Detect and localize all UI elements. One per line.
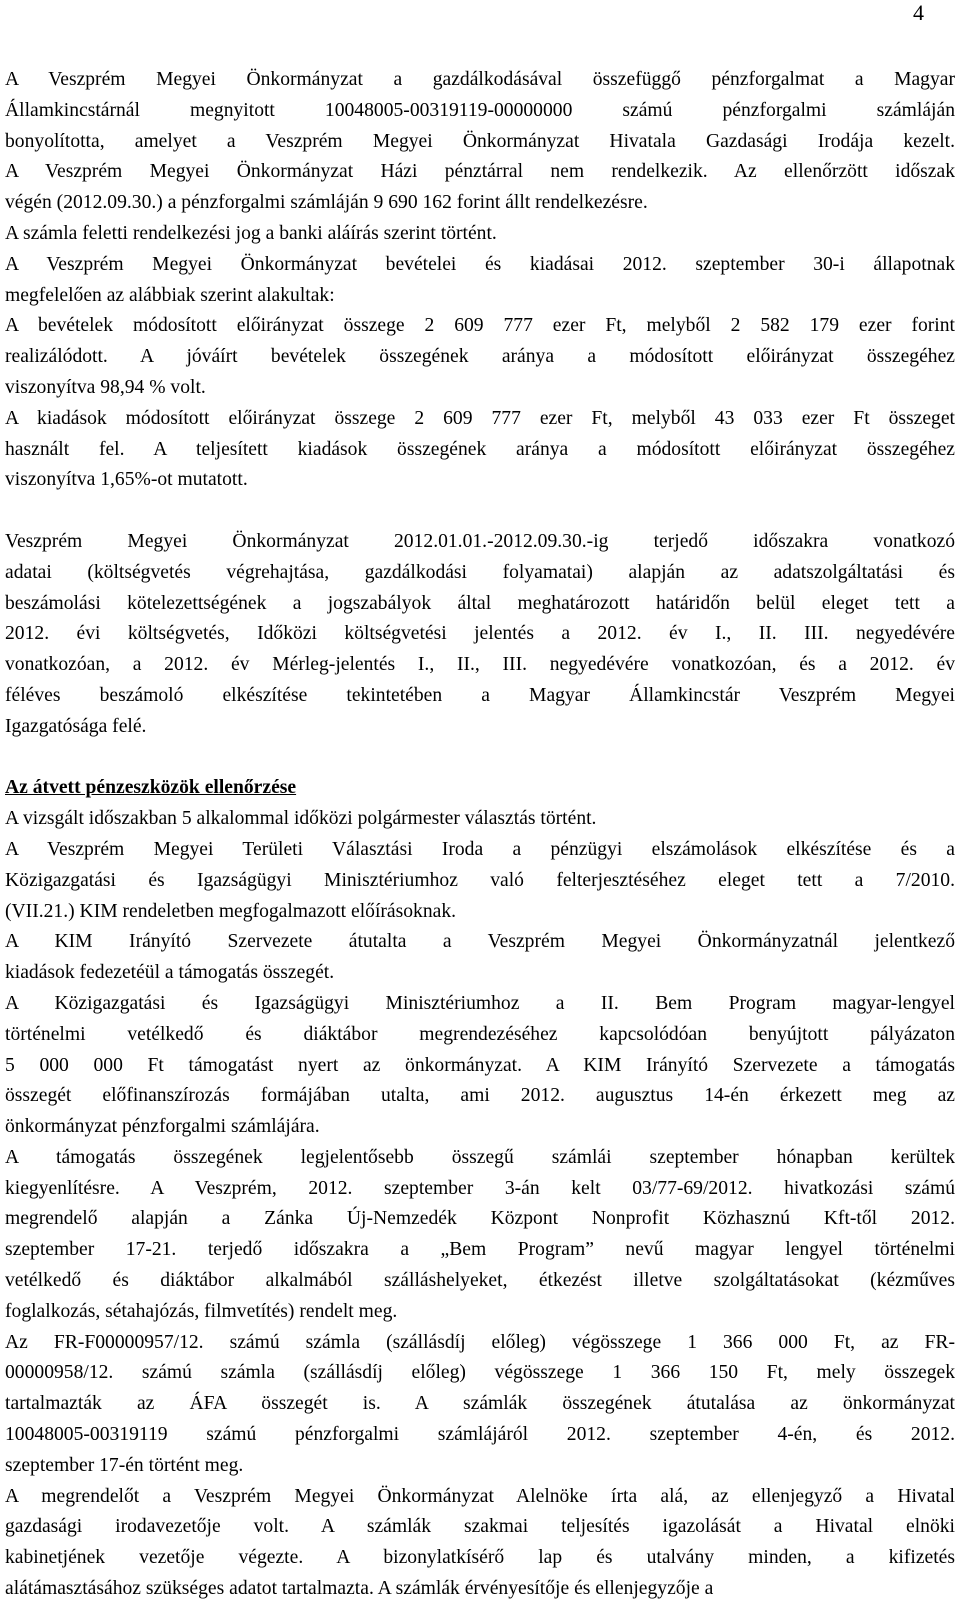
text-line: (VII.21.) KIM rendeletben megfogalmazott előírásoknak. <box>5 900 457 922</box>
text-line: Közigazgatási és Igazságügyi Minisztériumhoz való felterjesztéséhez eleget tett a 7/2010. <box>5 869 955 891</box>
text-line: Veszprém Megyei Önkormányzat 2012.01.01.-2012.09.30.-ig terjedő időszakra vonatkozó <box>5 530 955 552</box>
text-line: 10048005-00319119 számú pénzforgalmi számlájáról 2012. szeptember 4-én, és 2012. <box>5 1424 955 1446</box>
section-transferred-funds-body <box>5 804 955 1605</box>
text-line: Államkincstárnál megnyitott 10048005-00319119-00000000 számú pénzforgalmi számláján <box>5 99 955 121</box>
text-line: megrendelő alapján a Zánka Új-Nemzedék Központ Nonprofit Közhasznú Kft-től 2012. <box>5 1208 955 1230</box>
text-line: viszonyítva 98,94 % volt. <box>5 376 206 398</box>
text-line: alátámasztásához szükséges adatot tartalmazta. A számlák érvényesítője és ellenjegyzője a <box>5 1578 714 1600</box>
text-line: realizálódott. A jóváírt bevételek összegének aránya a módosított előirányzat összegéhez <box>5 346 955 368</box>
text-line: kiadások fedezetéül a támogatás összegét. <box>5 962 335 984</box>
text-line: féléves beszámoló elkészítése tekintetében a Magyar Államkincstár Veszprém Megyei <box>5 684 955 706</box>
paragraph-reporting-obligations <box>5 527 955 743</box>
text-line: adatai (költségvetés végrehajtása, gazdálkodási folyamatai) alapján az adatszolgáltatási és <box>5 561 955 583</box>
text-line: végén (2012.09.30.) a pénzforgalmi számláján 9 690 162 forint állt rendelkezésre. <box>5 192 648 214</box>
text-line: A Veszprém Megyei Önkormányzat a gazdálkodásával összefüggő pénzforgalmat a Magyar <box>5 69 955 90</box>
text-line: A bevételek módosított előirányzat összege 2 609 777 ezer Ft, melyből 2 582 179 ezer forint <box>5 315 955 337</box>
text-line: gazdasági irodavezetője volt. A számlák szakmai teljesítés igazolását a Hivatal elnöki <box>5 1516 955 1538</box>
text-line: szeptember 17-én történt meg. <box>5 1454 244 1476</box>
text-line: Igazgatósága felé. <box>5 715 147 737</box>
text-line: bonyolította, amelyet a Veszprém Megyei Önkormányzat Hivatala Gazdasági Irodája kezelt. <box>5 130 955 152</box>
text-line: viszonyítva 1,65%-ot mutatott. <box>5 469 248 491</box>
text-line: kiegyenlítésre. A Veszprém, 2012. szeptember 3-án kelt 03/77-69/2012. hivatkozási számú <box>5 1177 955 1199</box>
text-line: A Veszprém Megyei Önkormányzat bevételei és kiadásai 2012. szeptember 30-i állapotnak <box>5 253 955 275</box>
text-line: beszámolási kötelezettségének a jogszabályok által meghatározott határidőn belül eleget tett a <box>5 592 955 614</box>
text-line: A Közigazgatási és Igazságügyi Minisztériumhoz a II. Bem Program magyar-lengyel <box>5 992 955 1014</box>
text-line: tartalmazták az ÁFA összegét is. A számlák összegének átutalása az önkormányzat <box>5 1393 955 1415</box>
text-line: A Veszprém Megyei Területi Választási Iroda a pénzügyi elszámolások elkészítése és a <box>5 838 955 860</box>
paragraph-spacer <box>5 496 955 527</box>
text-line: A számla feletti rendelkezési jog a banki aláírás szerint történt. <box>5 222 497 244</box>
text-line: A vizsgált időszakban 5 alkalommal időközi polgármester választás történt. <box>5 808 597 830</box>
text-line: A Veszprém Megyei Önkormányzat Házi pénztárral nem rendelkezik. Az ellenőrzött időszak <box>5 161 955 183</box>
text-line: történelmi vetélkedő és diáktábor megrendezéséhez kapcsolódóan benyújtott pályázaton <box>5 1023 955 1045</box>
text-line: A megrendelőt a Veszprém Megyei Önkormányzat Alelnöke írta alá, az ellenjegyző a Hivatal <box>5 1485 955 1507</box>
text-line: foglalkozás, sétahajózás, filmvetítés) rendelt meg. <box>5 1300 398 1322</box>
text-line: kabinetjének vezetője végezte. A bizonylatkísérő lap és utalvány minden, a kifizetés <box>5 1547 955 1569</box>
text-line: vonatkozóan, a 2012. év Mérleg-jelentés I., II., III. negyedévére vonatkozóan, és a 2012. év <box>5 654 955 676</box>
text-line: 2012. évi költségvetés, Időközi költségvetési jelentés a 2012. év I., II. III. negyedévére <box>5 623 955 645</box>
section-heading: Az átvett pénzeszközök ellenőrzése <box>5 777 297 799</box>
paragraph-bank-account-and-budget <box>5 65 955 496</box>
text-line: vetélkedő és diáktábor alkalmából szálláshelyeket, étkezést illetve szolgáltatásokat (kézműves <box>5 1270 955 1292</box>
text-line: 00000958/12. számú számla (szállásdíj előleg) végösszege 1 366 150 Ft, mely összegek <box>5 1362 955 1384</box>
page-number: 4 <box>913 0 924 25</box>
text-line: összegét előfinanszírozás formájában utalta, ami 2012. augusztus 14-én érkezett meg az <box>5 1085 955 1107</box>
paragraph-spacer <box>5 743 955 774</box>
text-line: használt fel. A teljesített kiadások összegének aránya a módosított előirányzat összegéhez <box>5 438 955 460</box>
text-line: A kiadások módosított előirányzat összege 2 609 777 ezer Ft, melyből 43 033 ezer Ft összeget <box>5 407 955 429</box>
text-line: önkormányzat pénzforgalmi számlájára. <box>5 1116 320 1138</box>
text-line: A támogatás összegének legjelentősebb összegű számlái szeptember hónapban kerültek <box>5 1146 955 1168</box>
text-line: Az FR-F00000957/12. számú számla (szállásdíj előleg) végösszege 1 366 000 Ft, az FR- <box>5 1331 955 1353</box>
text-line: 5 000 000 Ft támogatást nyert az önkormányzat. A KIM Irányító Szervezete a támogatás <box>5 1054 955 1076</box>
document-body <box>5 65 955 1605</box>
text-line: megfelelően az alábbiak szerint alakultak: <box>5 284 335 306</box>
text-line: A KIM Irányító Szervezete átutalta a Veszprém Megyei Önkormányzatnál jelentkező <box>5 931 955 953</box>
text-line: szeptember 17-21. terjedő időszakra a „Bem Program” nevű magyar lengyel történelmi <box>5 1239 955 1261</box>
